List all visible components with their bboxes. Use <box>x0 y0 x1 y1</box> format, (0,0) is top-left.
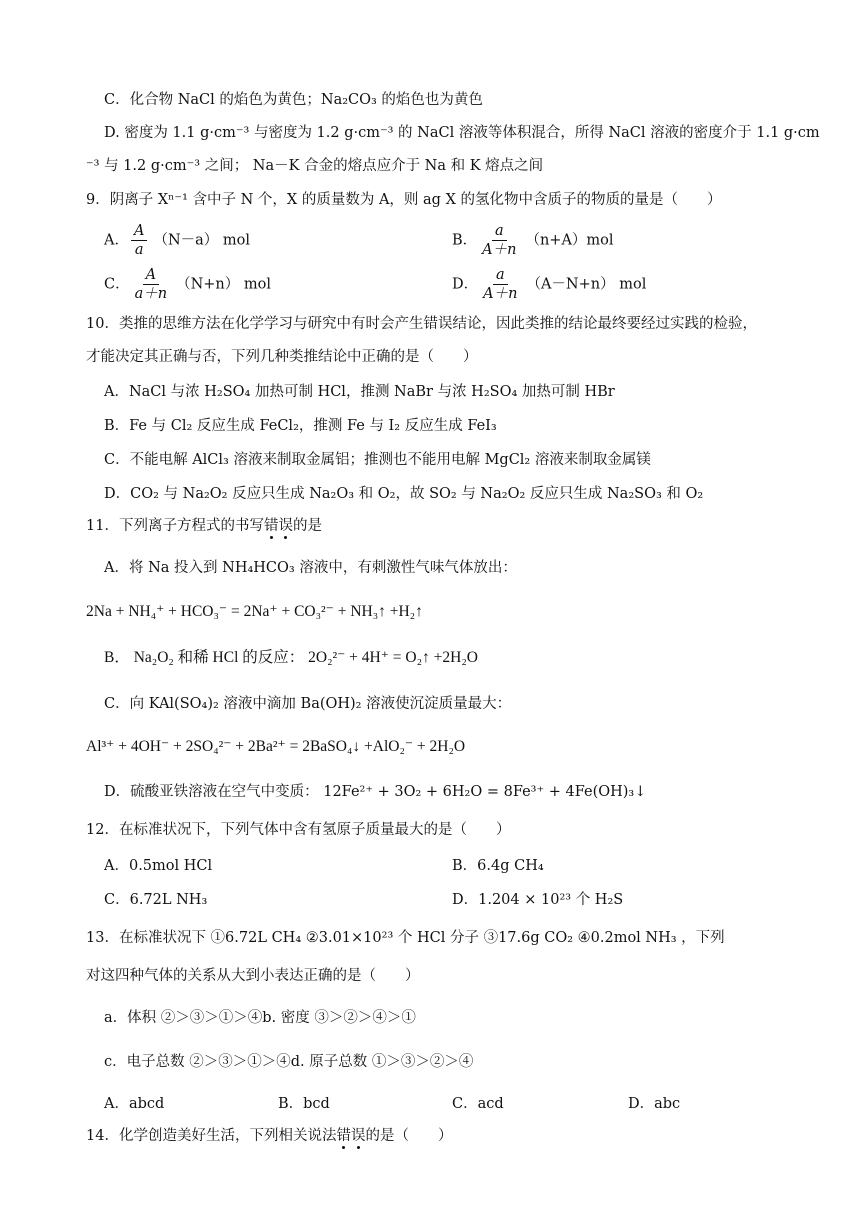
option-label: B． <box>452 232 478 249</box>
q9-option-a <box>104 222 250 259</box>
q11-option-b: B． Na₂O₂ 和稀 HCl 的反应： 2O₂²⁻ + 4H⁺ = O₂↑ +2H₂O <box>104 649 478 666</box>
fraction: $\frac{a}{A+n}$ <box>482 223 517 258</box>
q13-option-c: C．acd <box>452 1096 504 1112</box>
q10-option-b: B．Fe 与 Cl₂ 反应生成 FeCl₂，推测 Fe 与 I₂ 反应生成 FeI₃ <box>104 418 497 434</box>
q12-option-a: A．0.5mol HCl <box>104 858 213 874</box>
option-text: （n+A）mol <box>525 232 614 249</box>
option-text: （N－a） mol <box>153 232 251 249</box>
q13-option-a: A．abcd <box>104 1096 165 1112</box>
q11-option-d: D．硫酸亚铁溶液在空气中变质： 12Fe²⁺ + 3O₂ + 6H₂O = 8Fe³⁺ + 4Fe(OH)₃↓ <box>104 784 647 800</box>
q10-option-c: C．不能电解 AlCl₃ 溶液来制取金属铝；推测也不能用电解 MgCl₂ 溶液来制取金属镁 <box>104 452 651 468</box>
q13-option-b: B．bcd <box>278 1096 330 1112</box>
emphasis-char: 误 <box>278 518 293 534</box>
option-label: A． <box>104 232 129 249</box>
fraction: $\frac{a}{A+n}$ <box>483 267 518 302</box>
q9-option-b <box>452 222 614 259</box>
q10-stem-line1: 10．类推的思维方法在化学学习与研究中有时会产生错误结论，因此类推的结论最终要经过实践的检验， <box>86 316 757 332</box>
q9-stem: 9．阴离子 Xⁿ⁻¹ 含中子 N 个，X 的质量数为 A，则 ag X 的氢化物中含质子的物质的量是（ ） <box>86 192 722 208</box>
q13-stem-line2: 对这四种气体的关系从大到小表达正确的是（ ） <box>86 968 420 984</box>
q13-statements-ab: a．体积 ②＞③＞①＞④b. 密度 ③＞②＞④＞① <box>104 1010 416 1026</box>
q9-option-d <box>452 266 646 303</box>
q14-stem: 14．化学创造美好生活，下列相关说法错误的是（ ） <box>86 1128 453 1144</box>
q8-option-c: C．化合物 NaCl 的焰色为黄色；Na₂CO₃ 的焰色也为黄色 <box>104 92 483 108</box>
q13-stem-line1: 13．在标准状况下 ①6.72L CH₄ ②3.01×10²³ 个 HCl 分子 ③17.6g CO₂ ④0.2mol NH₃ ，下列 <box>86 930 725 946</box>
option-label: C． <box>104 276 130 293</box>
q10-option-d: D．CO₂ 与 Na₂O₂ 反应只生成 Na₂O₃ 和 O₂，故 SO₂ 与 Na₂O₂ 反应只生成 Na₂SO₃ 和 O₂ <box>104 486 704 502</box>
q8-option-d-line2: ⁻³ 与 1.2 g·cm⁻³ 之间； Na－K 合金的熔点应介于 Na 和 K 熔点之间 <box>86 158 544 174</box>
q11-option-c: C．向 KAl(SO₄)₂ 溶液中滴加 Ba(OH)₂ 溶液使沉淀质量最大： <box>104 696 512 712</box>
q9-option-c <box>104 266 271 303</box>
q10-stem-line2: 才能决定其正确与否，下列几种类推结论中正确的是（ ） <box>86 349 478 365</box>
fraction: $\frac{A}{a}$ <box>131 222 147 259</box>
q11-option-a: A．将 Na 投入到 NH₄HCO₃ 溶液中，有刺激性气味气体放出： <box>104 560 517 576</box>
option-label: D． <box>452 276 479 293</box>
q12-option-d: D．1.204 × 10²³ 个 H₂S <box>452 892 624 908</box>
q13-statements-cd: c．电子总数 ②＞③＞①＞④d. 原子总数 ①＞③＞②＞④ <box>104 1054 474 1070</box>
fraction: $\frac{A}{a+n}$ <box>134 267 168 302</box>
q8-option-d-line1: D. 密度为 1.1 g·cm⁻³ 与密度为 1.2 g·cm⁻³ 的 NaCl 溶液等体积混合，所得 NaCl 溶液的密度介于 1.1 g·cm <box>104 125 820 141</box>
emphasis-char: 误 <box>350 1128 366 1144</box>
emphasis-char: 错 <box>336 1128 351 1144</box>
q11-option-c-equation: Al³⁺ + 4OH⁻ + 2SO₄²⁻ + 2Ba²⁺ = 2BaSO₄↓ +AlO₂⁻ + 2H₂O <box>86 738 466 755</box>
option-text: （N+n） mol <box>176 276 271 293</box>
emphasis-char: 错 <box>263 518 279 534</box>
q12-option-b: B．6.4g CH₄ <box>452 858 544 874</box>
q13-option-d: D．abc <box>628 1096 681 1112</box>
q12-stem: 12．在标准状况下，下列气体中含有氢原子质量最大的是（ ） <box>86 822 511 838</box>
q10-option-a: A．NaCl 与浓 H₂SO₄ 加热可制 HCl，推测 NaBr 与浓 H₂SO₄ 加热可制 HBr <box>104 384 615 400</box>
q11-option-a-equation: 2Na + NH₄⁺ + HCO₃⁻ = 2Na⁺ + CO₃²⁻ + NH₃↑ +H₂↑ <box>86 603 423 620</box>
option-text: （A－N+n） mol <box>526 276 647 293</box>
q11-stem: 11．下列离子方程式的书写错误的是 <box>86 518 322 534</box>
q12-option-c: C．6.72L NH₃ <box>104 892 208 908</box>
